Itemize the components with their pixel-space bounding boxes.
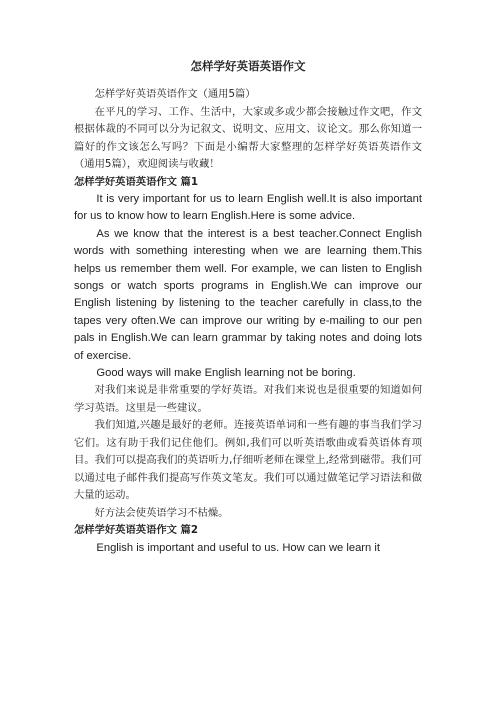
- document-subtitle: 怎样学好英语英语作文（通用5篇）: [94, 88, 256, 100]
- section-1-zh-paragraph: 我们知道,兴趣是最好的老师。连接英语单词和一些有趣的事当我们学习它们。这有助于我们记住他们。例如,我们可以听英语歌曲或看英语体育项目。我们可以提高我们的英语听力,仔细听老师在课堂上,经常到磁带。我们可以通过电子邮件我们提高写作英文笔友。我们可以通过做笔记学习语法和做大量的运动。: [74, 419, 422, 502]
- document-title: 怎样学好英语英语作文: [190, 59, 306, 73]
- section-2-en-paragraph: English is important and useful to us. How can we learn it: [96, 541, 380, 554]
- section-2-heading: 怎样学好英语英语作文 篇2: [74, 524, 199, 537]
- intro-paragraph: 在平凡的学习、工作、生活中，大家或多或少都会接触过作文吧，作文根据体裁的不同可以分为记叙文、说明文、应用文、议论文。那么你知道一篇好的作文该怎么写吗？下面是小编帮大家整理的怎样学好英语英语作文（通用5篇），欢迎阅读与收藏！: [74, 105, 422, 170]
- section-1-zh-paragraph: 好方法会使英语学习不枯燥。: [94, 506, 229, 519]
- section-1-en-paragraph: It is very important for us to learn English well.It is also important for us to know how to learn English.Here is some advice.: [74, 193, 422, 223]
- section-1-en-paragraph: As we know that the interest is a best teacher.Connect English words with something interesting when we are learning them.This helps us remember them well. For example, we can listen to English songs or watch sports programs in English.We can improve our English listening by listening to the teacher carefully in class,to the tapes very often.We can improve our writing by e-mailing to our pen pals in English.We can learn grammar by taking notes and doing lots of exercise.: [74, 227, 422, 362]
- section-1-en-paragraph: Good ways will make English learning not be boring.: [96, 367, 356, 380]
- section-1-zh-paragraph: 对我们来说是非常重要的学好英语。对我们来说也是很重要的知道如何学习英语。这里是一些建议。: [74, 384, 422, 414]
- section-1-heading: 怎样学好英语英语作文 篇1: [74, 175, 199, 188]
